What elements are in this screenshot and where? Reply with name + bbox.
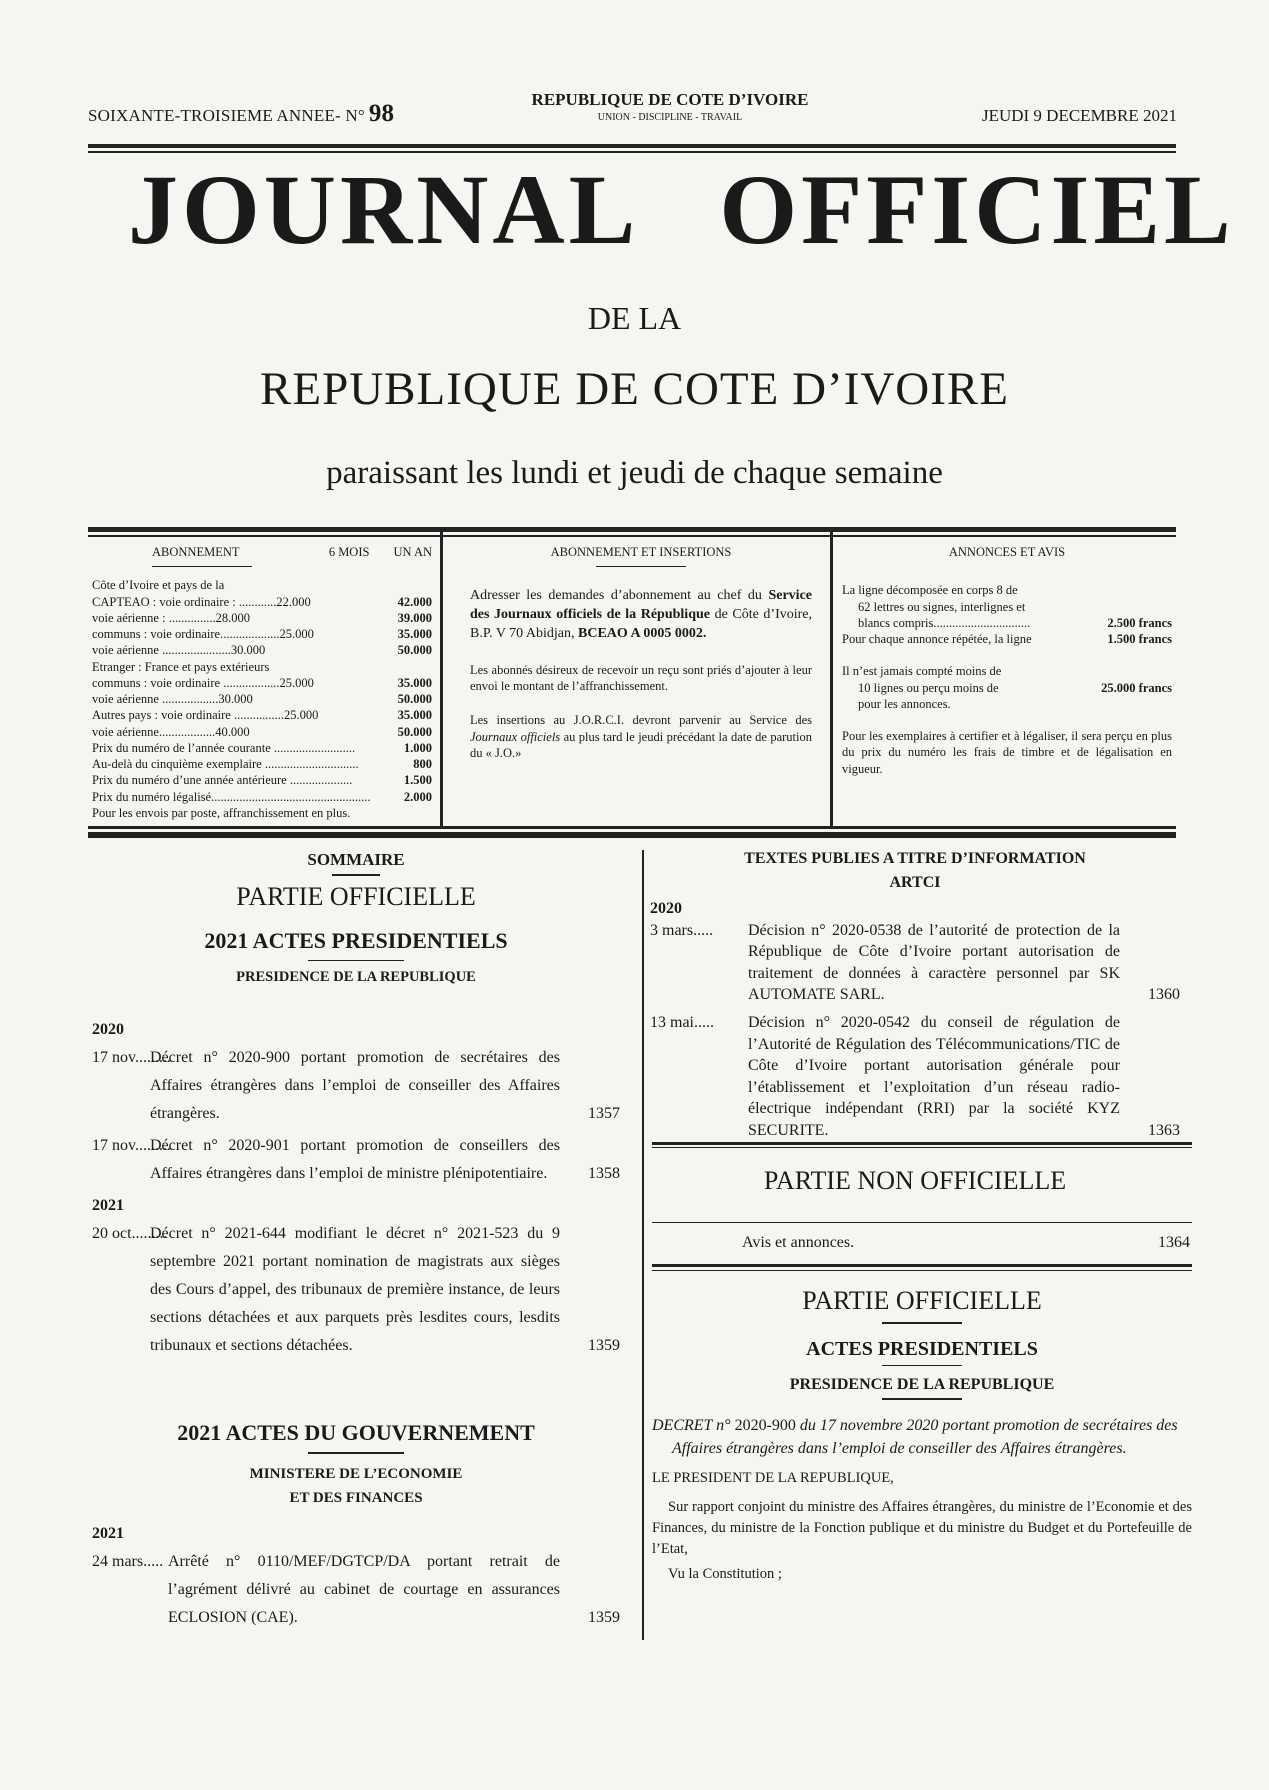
box3-heading: ANNONCES ET AVIS <box>948 545 1066 559</box>
tariff-row: Au-delà du cinquième exemplaire .............................. 800 <box>92 757 432 771</box>
publication-frequency: paraissant les lundi et jeudi de chaque semaine <box>326 455 943 491</box>
presidence-heading: PRESIDENCE DE LA REPUBLIQUE <box>236 969 476 985</box>
body-partie-officielle: PARTIE OFFICIELLE <box>802 1286 1042 1315</box>
toc-entry[interactable]: 17 nov......... Décret n° 2020-901 portant promotion de conseillers des Affaires étrangères dans l’emploi de ministre plénipotentiaire. 1358 <box>92 1137 620 1182</box>
tariff-row: CAPTEAO : voie ordinaire : ............22.000 42.000 <box>92 594 432 609</box>
body-rule-thin <box>652 1270 1192 1271</box>
toc-entry[interactable]: 24 mars..... Arrêté n° 0110/MEF/DGTCP/DA portant retrait de l’agrément délivré au cabinet de courtage en assurances ECLOSION (CAE). 1359 <box>92 1553 620 1626</box>
toc-entry[interactable]: 17 nov......... Décret n° 2020-900 portant promotion de secrétaires des Affaires étrangères dans l’emploi de conseiller des Affaires étrangères. 1357 <box>92 1049 620 1122</box>
tariff-rows <box>92 577 432 821</box>
decree-president: LE PRESIDENT DE LA REPUBLIQUE, <box>652 1469 894 1486</box>
subscription-tariffs <box>92 540 432 822</box>
textes-information <box>650 850 1180 892</box>
partie-non-officielle-heading: PARTIE NON OFFICIELLE <box>763 1166 1067 1195</box>
box-bottom-rule <box>88 826 1176 829</box>
summary-heading: SOMMAIRE <box>307 850 405 869</box>
masthead-republic: REPUBLIQUE DE COTE D’IVOIRE <box>260 363 1009 415</box>
issuer-motto: UNION - DISCIPLINE - TRAVAIL <box>597 112 743 123</box>
toc-entry[interactable]: 3 mars..... Décision n° 2020-0538 de l’autorité de protection de la République de Côte d’Ivoire portant autorisation de traitement de données à caractère personnel par SK AUTOMATE SARL. 1360 <box>650 921 1180 1004</box>
actes-presidentiels-heading: 2021 ACTES PRESIDENTIELS <box>204 927 508 953</box>
edition-number: SOIXANTE-TROISIEME ANNEE- N° 98 <box>88 100 395 127</box>
box-divider-2 <box>830 530 833 826</box>
tariff-row: communs : voie ordinaire ..................25.000 35.000 <box>92 675 432 690</box>
summary-underline <box>332 874 380 876</box>
tariff-row: voie aérienne ..................30.000 50.000 <box>92 692 432 706</box>
announcements-tariffs <box>842 540 1172 822</box>
decree-title: DECRET n° 2020-900 du 17 novembre 2020 portant promotion de secrétaires des Affaires étrangères dans l’emploi de conseiller des Affaires étrangères. <box>652 1416 1178 1457</box>
box3-line-price: La ligne décomposée en corps 8 de 62 lettres ou signes, interlignes et blancs compris............................... 2.500 francs Pour chaque annonce répétée, la ligne 1.500 francs <box>842 583 1172 646</box>
tariff-row: voie aérienne ......................30.000 50.000 <box>92 643 432 658</box>
toc-year: 2020 <box>650 900 682 917</box>
box3-minimum: Il n’est jamais compté moins de 10 lignes ou perçu moins de 25.000 francs pour les annonces. <box>842 664 1172 711</box>
toc-artci <box>650 898 1180 1142</box>
box2-heading: ABONNEMENT ET INSERTIONS <box>550 545 732 559</box>
body-rule <box>652 1264 1192 1267</box>
tariff-header: ABONNEMENT 6 MOIS UN AN <box>152 545 432 559</box>
tariff-row: Côte d’Ivoire et pays de la <box>92 578 225 593</box>
tariff-header-underline <box>152 566 252 567</box>
actes-presidentiels-underline <box>308 960 404 962</box>
non-officielle-rule <box>652 1142 1192 1145</box>
body-actes-underline <box>882 1365 962 1367</box>
body-decree <box>652 1286 1192 1583</box>
tariff-row: voie aérienne : ...............28.000 39.000 <box>92 610 432 625</box>
artci-heading: ARTCI <box>889 874 941 891</box>
decree-rapport: Sur rapport conjoint du ministre des Affaires étrangères, du ministre de l’Economie et des Finances, du ministre de la Fonction publique et du ministre du Budget et du Portefeuille de l’Etat, <box>652 1498 1192 1557</box>
tariff-row: Prix du numéro légalisé................................................... 2.000 <box>92 789 432 804</box>
decree-constitution: Vu la Constitution ; <box>668 1565 782 1582</box>
toc-entry[interactable]: 13 mai..... Décision n° 2020-0542 du conseil de régulation de l’Autorité de Régulation des Télécommunications/TIC de Côte d’Ivoire portant autorisation générale pour l’établissement et l’exploitation d’un réseau radio-électrique indépendant (RRI) par la société KYZ SECURITE. 1363 <box>650 1013 1180 1139</box>
toc-year: 2020 <box>92 1021 124 1038</box>
toc-gouvernement <box>92 1520 620 1632</box>
issuer-title: REPUBLIQUE DE COTE D’IVOIRE <box>531 90 809 109</box>
box2-heading-underline <box>596 566 686 567</box>
textes-heading: TEXTES PUBLIES A TITRE D’INFORMATION <box>744 850 1086 867</box>
tariff-row: Autres pays : voie ordinaire ................25.000 35.000 <box>92 708 432 723</box>
masthead-de-la: DE LA <box>587 300 682 336</box>
partie-officielle-heading: PARTIE OFFICIELLE <box>236 881 476 911</box>
masthead-title: JOURNAL OFFICIEL <box>128 154 1235 265</box>
non-officielle-rule-thin <box>652 1147 1192 1148</box>
summary-left <box>92 850 620 986</box>
box-top-rule-thin <box>88 535 1176 537</box>
ministere-heading: MINISTERE DE L’ECONOMIE ET DES FINANCES <box>249 1465 463 1506</box>
toc-year: 2021 <box>92 1525 124 1542</box>
body-partie-underline <box>882 1322 962 1324</box>
box-top-rule <box>88 527 1176 532</box>
toc-presidential <box>92 1016 620 1360</box>
tariff-row: Etranger : France et pays extérieurs <box>92 659 270 674</box>
tariff-row: Pour les envois par poste, affranchissement en plus. <box>92 805 351 820</box>
actes-gouvernement-heading: 2021 ACTES DU GOUVERNEMENT <box>177 1420 535 1445</box>
box2-paragraph-2: Les abonnés désireux de recevoir un reçu sont priés d’ajouter à leur envoi le montant de l’affranchissement. <box>470 662 812 694</box>
toc-year: 2021 <box>92 1197 124 1214</box>
summary-gouvernement <box>92 1420 620 1510</box>
tariff-row: communs : voie ordinaire...................25.000 35.000 <box>92 627 432 641</box>
actes-gouvernement-underline <box>308 1452 404 1454</box>
body-presidence-underline <box>882 1398 962 1400</box>
box2-paragraph-1: Adresser les demandes d’abonnement au chef du Service des Journaux officiels de la République de Côte d’Ivoire, B.P. V 70 Abidjan, BCEAO A 0005 0002. <box>470 588 813 642</box>
tariff-row: Prix du numéro d’une année antérieure .................... 1.500 <box>92 773 432 788</box>
tariff-row: Prix du numéro de l’année courante .......................... 1.000 <box>92 740 432 755</box>
avis-rule <box>652 1222 1192 1223</box>
body-presidence: PRESIDENCE DE LA REPUBLIQUE <box>789 1376 1055 1393</box>
box3-legalisation: Pour les exemplaires à certifier et à légaliser, il sera perçu en plus du prix du numéro les frais de timbre et de légalisation en vigueur. <box>842 729 1172 776</box>
box-divider-1 <box>440 530 443 826</box>
issue-date: JEUDI 9 DECEMBRE 2021 <box>981 106 1177 125</box>
header-rule <box>88 144 1176 148</box>
column-separator <box>642 850 644 1640</box>
toc-entry-avis[interactable]: Avis et annonces. 1364 <box>742 1234 1190 1251</box>
subscription-instructions <box>470 540 812 822</box>
header-rule-thin <box>88 151 1176 153</box>
tariff-row: voie aérienne..................40.000 50.000 <box>92 724 432 739</box>
box-bottom-rule-thick <box>88 832 1176 838</box>
toc-entry[interactable]: 20 oct......... Décret n° 2021-644 modifiant le décret n° 2021-523 du 9 septembre 2021 portant nomination de magistrats aux sièges des Cours d’appel, des tribunaux de première instance, de leurs sections détachées et aux parquets près lesdites cours, lesdits tribunaux et sections détachées. 1359 <box>92 1225 620 1354</box>
issuer <box>480 90 860 123</box>
box2-paragraph-3: Les insertions au J.O.R.C.I. devront parvenir au Service des Journaux officiels au plus tard le jeudi précédant la date de parution du « J.O.» <box>470 713 812 760</box>
body-actes-pres: ACTES PRESIDENTIELS <box>806 1337 1038 1360</box>
